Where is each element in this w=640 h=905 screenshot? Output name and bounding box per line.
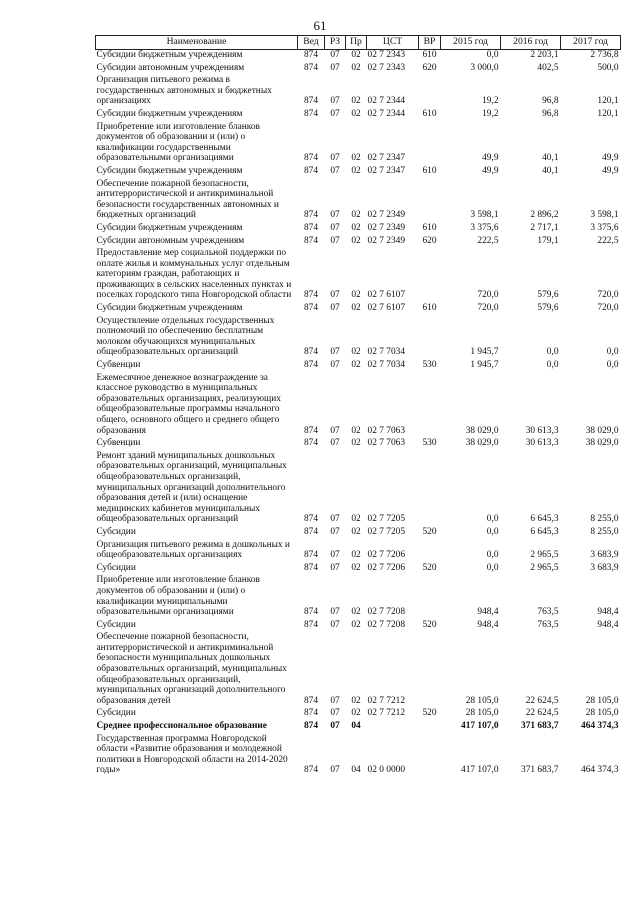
row-value-2016: 96,8 — [542, 96, 559, 107]
row-name: Субсидии бюджетным учреждениям — [96, 108, 243, 119]
row-rz: 07 — [330, 165, 340, 176]
row-pr: 02 — [351, 290, 361, 301]
table-row — [96, 301, 621, 314]
row-name: Субсидии бюджетным учреждениям — [96, 222, 243, 233]
row-ved: 874 — [303, 96, 319, 107]
header-cst: ЦСТ — [367, 36, 419, 50]
table-row — [96, 436, 621, 449]
row-rz: 07 — [330, 695, 340, 706]
table-row — [96, 538, 621, 561]
row-value-2015: 3 000,0 — [470, 62, 499, 73]
row-value-2015: 417 107,0 — [461, 765, 499, 776]
row-name: Приобретение или изготовление бланков документов об образовании и (или) о квалификации государственными образовательными организациями — [96, 121, 260, 164]
row-vr — [419, 719, 441, 732]
row-pr: 02 — [351, 425, 361, 436]
row-pr: 02 — [351, 153, 361, 164]
row-value-2017: 120,1 — [597, 108, 619, 119]
row-value-2016: 40,1 — [542, 165, 559, 176]
row-name: Субвенции — [96, 360, 141, 371]
table-row — [96, 61, 621, 74]
table-row — [96, 164, 621, 177]
row-vr: 530 — [422, 360, 437, 371]
row-name: Субсидии автономным учреждениям — [96, 62, 245, 73]
row-cst: 02 7 7205 — [367, 526, 405, 537]
row-value-2015: 49,9 — [482, 153, 499, 164]
row-pr: 02 — [351, 695, 361, 706]
row-cst: 02 7 2349 — [367, 222, 405, 233]
row-value-2016: 2 717,1 — [530, 222, 559, 233]
row-value-2016: 2 203,1 — [530, 50, 559, 60]
table-header-row — [96, 36, 621, 50]
row-ved: 874 — [303, 303, 319, 314]
row-rz: 07 — [330, 290, 340, 301]
row-pr: 02 — [351, 96, 361, 107]
table-row — [96, 573, 621, 617]
row-vr: 520 — [422, 619, 437, 630]
row-ved: 874 — [303, 290, 319, 301]
row-vr: 530 — [422, 438, 437, 449]
row-value-2017: 464 374,3 — [581, 765, 619, 776]
row-ved: 874 — [303, 514, 319, 525]
row-value-2016: 96,8 — [542, 108, 559, 119]
row-value-2015: 38 029,0 — [465, 438, 499, 449]
row-pr: 02 — [351, 360, 361, 371]
row-ved: 874 — [303, 222, 319, 233]
row-rz: 07 — [330, 438, 340, 449]
row-cst: 02 7 7063 — [367, 425, 405, 436]
header-vr: ВР — [419, 36, 441, 50]
row-ved: 874 — [303, 550, 319, 561]
row-ved: 874 — [303, 765, 319, 776]
row-cst: 02 7 6107 — [367, 290, 405, 301]
row-ved: 874 — [303, 108, 319, 119]
row-rz: 07 — [330, 303, 340, 314]
row-rz: 07 — [330, 210, 340, 221]
row-rz: 07 — [330, 360, 340, 371]
row-vr — [419, 246, 441, 301]
row-value-2015: 0,0 — [486, 50, 499, 60]
row-value-2017: 0,0 — [606, 347, 619, 358]
row-rz: 07 — [330, 708, 340, 719]
row-cst: 02 7 7206 — [367, 562, 405, 573]
row-pr: 02 — [351, 438, 361, 449]
row-rz: 07 — [330, 96, 340, 107]
row-name: Среднее профессиональное образование — [96, 721, 267, 732]
row-pr: 02 — [351, 303, 361, 314]
row-ved: 874 — [303, 695, 319, 706]
row-value-2015: 49,9 — [482, 165, 499, 176]
table-row — [96, 177, 621, 221]
row-name: Обеспечение пожарной безопасности, антитеррористической и антикриминальной безопасности муниципальных дошкольных образовательных организаций, муниципальных общеобразовательных организаций, муниципальных организаций дополнительного образования детей — [96, 632, 287, 706]
row-vr — [419, 177, 441, 221]
row-name: Организация питьевого режима в дошкольных и общеобразовательных организациях — [96, 539, 290, 561]
row-pr: 02 — [351, 50, 361, 60]
row-name: Осуществление отдельных государственных полномочий по обеспечению бесплатным молоком обучающихся муниципальных общеобразовательных организаций — [96, 315, 275, 358]
header-ved: Вед — [298, 36, 325, 50]
row-value-2016: 30 613,3 — [525, 425, 559, 436]
row-ved: 874 — [303, 347, 319, 358]
row-rz: 07 — [330, 153, 340, 164]
table-row — [96, 50, 621, 61]
row-cst: 02 7 7208 — [367, 619, 405, 630]
row-value-2017: 0,0 — [606, 360, 619, 371]
row-value-2015: 38 029,0 — [465, 425, 499, 436]
row-rz: 07 — [330, 514, 340, 525]
row-vr: 520 — [422, 526, 437, 537]
table-row — [96, 234, 621, 247]
row-pr: 02 — [351, 210, 361, 221]
row-ved: 874 — [303, 50, 319, 60]
row-value-2016: 22 624,5 — [525, 695, 559, 706]
row-value-2017: 3 375,6 — [590, 222, 619, 233]
row-value-2016: 579,6 — [537, 290, 559, 301]
row-ved: 874 — [303, 235, 319, 246]
row-value-2017: 3 598,1 — [590, 210, 619, 221]
row-cst: 02 7 7208 — [367, 607, 405, 618]
row-name: Предоставление мер социальной поддержки по оплате жилья и коммунальных услуг отдельным категориям граждан, работающих и проживающих в сельских населенных пунктах и поселках городского типа Новгородской области — [96, 248, 292, 301]
row-vr — [419, 630, 441, 706]
row-value-2017: 948,4 — [597, 619, 619, 630]
row-pr: 02 — [351, 62, 361, 73]
row-value-2016: 2 965,5 — [530, 562, 559, 573]
row-ved: 874 — [303, 708, 319, 719]
row-ved: 874 — [303, 607, 319, 618]
row-rz: 07 — [330, 62, 340, 73]
table-row — [96, 221, 621, 234]
row-value-2015: 0,0 — [486, 550, 499, 561]
row-pr: 02 — [351, 235, 361, 246]
row-pr: 02 — [351, 514, 361, 525]
row-ved: 874 — [303, 526, 319, 537]
table-row — [96, 246, 621, 301]
row-name: Приобретение или изготовление бланков документов об образовании и (или) о квалификации муниципальными образовательными организациями — [96, 575, 260, 618]
row-pr: 02 — [351, 165, 361, 176]
row-ved: 874 — [303, 562, 319, 573]
row-value-2015: 1 945,7 — [470, 360, 499, 371]
row-value-2016: 579,6 — [537, 303, 559, 314]
row-name: Государственная программа Новгородской области «Развитие образования и молодежной политики в Новгородской области на 2014-2020 годы» — [96, 733, 288, 776]
row-value-2017: 28 105,0 — [585, 708, 619, 719]
row-value-2015: 0,0 — [486, 526, 499, 537]
header-name: Наименование — [96, 36, 298, 50]
row-value-2015: 3 375,6 — [470, 222, 499, 233]
row-vr — [419, 538, 441, 561]
row-value-2016: 2 965,5 — [530, 550, 559, 561]
row-ved: 874 — [303, 438, 319, 449]
budget-table — [95, 35, 621, 776]
row-value-2016: 22 624,5 — [525, 708, 559, 719]
row-cst: 02 7 2347 — [367, 165, 405, 176]
row-cst — [367, 719, 419, 732]
row-pr: 02 — [351, 222, 361, 233]
row-cst: 02 7 2343 — [367, 62, 405, 73]
row-vr: 610 — [422, 165, 437, 176]
row-value-2017: 948,4 — [597, 607, 619, 618]
row-value-2015: 19,2 — [482, 96, 499, 107]
row-value-2017: 38 029,0 — [585, 425, 619, 436]
row-cst: 02 7 7206 — [367, 550, 405, 561]
row-vr: 520 — [422, 708, 437, 719]
table-row — [96, 525, 621, 538]
row-value-2016: 763,5 — [537, 619, 559, 630]
table-row — [96, 719, 621, 732]
row-rz: 07 — [330, 607, 340, 618]
row-value-2017: 49,9 — [602, 153, 619, 164]
row-value-2015: 222,5 — [477, 235, 499, 246]
row-cst: 02 7 7212 — [367, 695, 405, 706]
row-pr: 02 — [351, 526, 361, 537]
row-value-2015: 720,0 — [477, 290, 499, 301]
row-name: Организация питьевого режима в государственных автономных и бюджетных организациях — [96, 75, 272, 107]
row-value-2017: 49,9 — [602, 165, 619, 176]
row-value-2017: 3 683,9 — [590, 562, 619, 573]
row-cst: 02 7 2349 — [367, 235, 405, 246]
header-2015: 2015 год — [441, 36, 501, 50]
row-value-2015: 417 107,0 — [461, 721, 499, 732]
row-value-2016: 0,0 — [546, 360, 559, 371]
row-value-2015: 3 598,1 — [470, 210, 499, 221]
row-cst: 02 0 0000 — [367, 765, 405, 776]
row-cst: 02 7 7034 — [367, 360, 405, 371]
row-pr: 02 — [351, 708, 361, 719]
row-value-2017: 2 736,8 — [590, 50, 619, 60]
row-vr: 610 — [422, 50, 437, 60]
row-value-2016: 2 896,2 — [530, 210, 559, 221]
row-value-2016: 6 645,3 — [530, 526, 559, 537]
table-row — [96, 73, 621, 107]
row-rz: 07 — [330, 235, 340, 246]
table-row — [96, 618, 621, 631]
row-vr — [419, 73, 441, 107]
row-pr: 04 — [351, 721, 361, 732]
row-value-2015: 1 945,7 — [470, 347, 499, 358]
row-pr: 04 — [351, 765, 361, 776]
row-name: Субсидии — [96, 562, 136, 573]
row-rz: 07 — [330, 425, 340, 436]
row-cst: 02 7 7205 — [367, 514, 405, 525]
row-value-2016: 30 613,3 — [525, 438, 559, 449]
row-cst: 02 7 7034 — [367, 347, 405, 358]
table-row — [96, 630, 621, 706]
row-value-2016: 371 683,7 — [521, 765, 559, 776]
row-value-2015: 948,4 — [477, 619, 499, 630]
table-row — [96, 706, 621, 719]
table-row — [96, 107, 621, 120]
row-cst: 02 7 2349 — [367, 210, 405, 221]
row-ved: 874 — [303, 619, 319, 630]
row-rz: 07 — [330, 562, 340, 573]
row-value-2017: 28 105,0 — [585, 695, 619, 706]
row-ved: 874 — [303, 165, 319, 176]
row-value-2016: 402,5 — [537, 62, 559, 73]
table-body — [96, 50, 621, 777]
row-pr: 02 — [351, 347, 361, 358]
row-cst: 02 7 6107 — [367, 303, 405, 314]
row-ved: 874 — [303, 360, 319, 371]
row-rz: 07 — [330, 526, 340, 537]
row-cst: 02 7 2347 — [367, 153, 405, 164]
row-name: Субсидии бюджетным учреждениям — [96, 303, 243, 314]
row-pr: 02 — [351, 550, 361, 561]
row-name: Ремонт зданий муниципальных дошкольных образовательных организаций, муниципальных общеобразовательных организаций, муниципальных организаций дополнительного образования детей и (или) оснащение медицинских кабинетов муниципальных общеобразовательных организаций — [96, 450, 287, 525]
row-rz: 07 — [330, 550, 340, 561]
row-value-2017: 8 255,0 — [590, 514, 619, 525]
row-vr — [419, 573, 441, 617]
row-value-2017: 500,0 — [597, 62, 619, 73]
row-pr: 02 — [351, 619, 361, 630]
row-pr: 02 — [351, 108, 361, 119]
header-pr: Пр — [346, 36, 367, 50]
row-pr: 02 — [351, 562, 361, 573]
table-row — [96, 371, 621, 437]
row-rz: 07 — [330, 50, 340, 60]
header-2016: 2016 год — [501, 36, 561, 50]
row-vr — [419, 120, 441, 164]
row-rz: 07 — [330, 721, 340, 732]
row-name: Субсидии бюджетным учреждениям — [96, 50, 243, 60]
row-value-2015: 0,0 — [486, 514, 499, 525]
table-row — [96, 732, 621, 776]
row-value-2017: 464 374,3 — [581, 721, 619, 732]
table-row — [96, 120, 621, 164]
row-value-2015: 28 105,0 — [465, 708, 499, 719]
row-value-2017: 720,0 — [597, 303, 619, 314]
row-value-2017: 38 029,0 — [585, 438, 619, 449]
table-row — [96, 449, 621, 525]
row-cst: 02 7 2344 — [367, 96, 405, 107]
row-value-2017: 720,0 — [597, 290, 619, 301]
row-cst: 02 7 7212 — [367, 708, 405, 719]
row-ved: 874 — [303, 153, 319, 164]
row-ved: 874 — [303, 721, 319, 732]
row-rz: 07 — [330, 222, 340, 233]
row-value-2017: 222,5 — [597, 235, 619, 246]
row-cst: 02 7 2344 — [367, 108, 405, 119]
row-name: Обеспечение пожарной безопасности, антитеррористической и антикриминальной безопасности государственных автономных и бюджетных организаций — [96, 178, 279, 221]
row-vr: 610 — [422, 222, 437, 233]
row-cst: 02 7 2343 — [367, 50, 405, 60]
row-name: Субвенции — [96, 438, 141, 449]
row-value-2016: 179,1 — [537, 235, 559, 246]
row-vr: 620 — [422, 62, 437, 73]
row-value-2015: 948,4 — [477, 607, 499, 618]
table-row — [96, 314, 621, 358]
row-value-2015: 0,0 — [486, 562, 499, 573]
row-value-2015: 19,2 — [482, 108, 499, 119]
row-name: Субсидии — [96, 619, 136, 630]
row-value-2015: 28 105,0 — [465, 695, 499, 706]
row-rz: 07 — [330, 108, 340, 119]
row-value-2016: 6 645,3 — [530, 514, 559, 525]
row-value-2017: 8 255,0 — [590, 526, 619, 537]
row-vr — [419, 449, 441, 525]
row-value-2016: 371 683,7 — [521, 721, 559, 732]
row-cst: 02 7 7063 — [367, 438, 405, 449]
row-value-2016: 40,1 — [542, 153, 559, 164]
page-number: 61 — [313, 18, 327, 33]
row-value-2016: 0,0 — [546, 347, 559, 358]
row-vr: 620 — [422, 235, 437, 246]
row-value-2017: 120,1 — [597, 96, 619, 107]
row-pr: 02 — [351, 607, 361, 618]
row-vr — [419, 371, 441, 437]
row-name: Субсидии — [96, 708, 136, 719]
row-vr — [419, 732, 441, 776]
row-name: Ежемесячное денежное вознаграждение за классное руководство в муниципальных образовательных организациях, реализующих общеобразовательные программы начального общего, основного общего и среднего общего образования — [96, 372, 281, 436]
header-2017: 2017 год — [561, 36, 621, 50]
row-vr: 520 — [422, 562, 437, 573]
row-name: Субсидии бюджетным учреждениям — [96, 165, 243, 176]
row-value-2016: 763,5 — [537, 607, 559, 618]
row-vr: 610 — [422, 108, 437, 119]
row-rz: 07 — [330, 619, 340, 630]
header-rz: РЗ — [325, 36, 346, 50]
row-ved: 874 — [303, 62, 319, 73]
row-value-2017: 3 683,9 — [590, 550, 619, 561]
row-ved: 874 — [303, 210, 319, 221]
row-name: Субсидии — [96, 526, 136, 537]
row-rz: 07 — [330, 765, 340, 776]
table-row — [96, 561, 621, 574]
row-vr — [419, 314, 441, 358]
row-rz: 07 — [330, 347, 340, 358]
row-ved: 874 — [303, 425, 319, 436]
row-name: Субсидии автономным учреждениям — [96, 235, 245, 246]
table-row — [96, 358, 621, 371]
row-value-2015: 720,0 — [477, 303, 499, 314]
row-vr: 610 — [422, 303, 437, 314]
